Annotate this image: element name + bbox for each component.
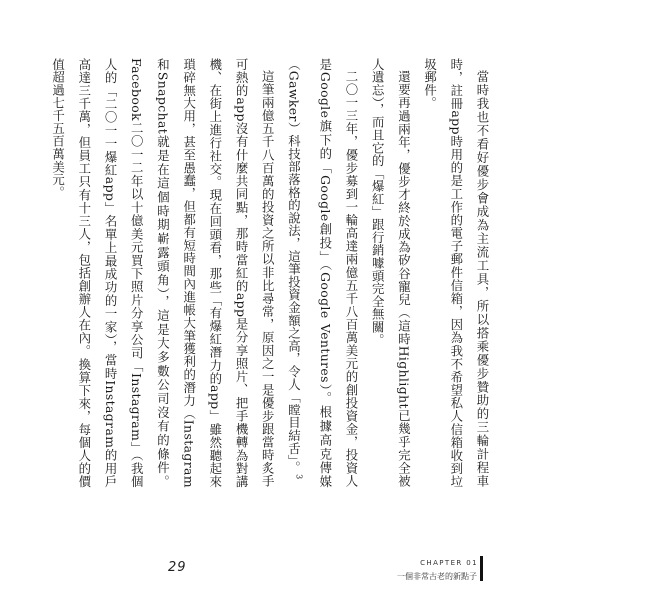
paragraph-2: 還要再過兩年，優步才終於成為矽谷寵兒（這時Highlight已幾乎完全被人遺忘），而且它的「爆紅」跟行銷噱頭完全無關。 <box>370 58 412 488</box>
chapter-label: CHAPTER 01 <box>420 559 478 567</box>
paragraph-1: 當時我也不看好優步會成為主流工具，所以搭乘優步贊助的三輪計程車時，註冊app時用的是工作的電子郵件信箱，因為我不希望私人信箱收到垃圾郵件。 <box>422 58 490 488</box>
paragraph-3-text: 二〇一三年，優步募到一輪高達兩億五千八百萬美元的創投資金，投資人是Google旗下的「Google創投」（Google Ventures）。根據高克傳媒（Gawker）科技部落格的說法，這筆投資金額之高，令人「瞠目結舌」。 <box>286 58 359 488</box>
footnote-marker: 3 <box>294 474 304 480</box>
vertical-text-block <box>44 58 495 488</box>
paragraph-3 <box>280 58 364 488</box>
paragraph-4: 這筆兩億五千八百萬的投資之所以非比尋常，原因之一是優步跟當時炙手可熱的app沒有什麼共同點，那時當紅的app是分享照片、把手機轉為對講機、在街上進行社交。現在回頭看，那些「有爆紅潛力的app」雖然聽起來瑣碎無大用，甚至愚蠢，但都有短時間內進帳大筆獲利的潛力（Instagram和Snapchat就是在這個時期嶄露頭角），這是大多數公司沒有的條件。Facebook二〇一二年以十億美元買下照片分享公司「Instagram」（我個人的「二〇一一爆紅app」名單上最成功的一家），當時Instagram的用戶高達三千萬，但員工只有十三人，包括創辦人在內。換算下來，每個人的價值超過七千五百萬美元。 <box>50 58 276 488</box>
chapter-title: 一個非常古老的新點子 <box>397 572 477 581</box>
page-number: 29 <box>168 560 187 575</box>
chapter-divider-bar <box>480 556 483 581</box>
